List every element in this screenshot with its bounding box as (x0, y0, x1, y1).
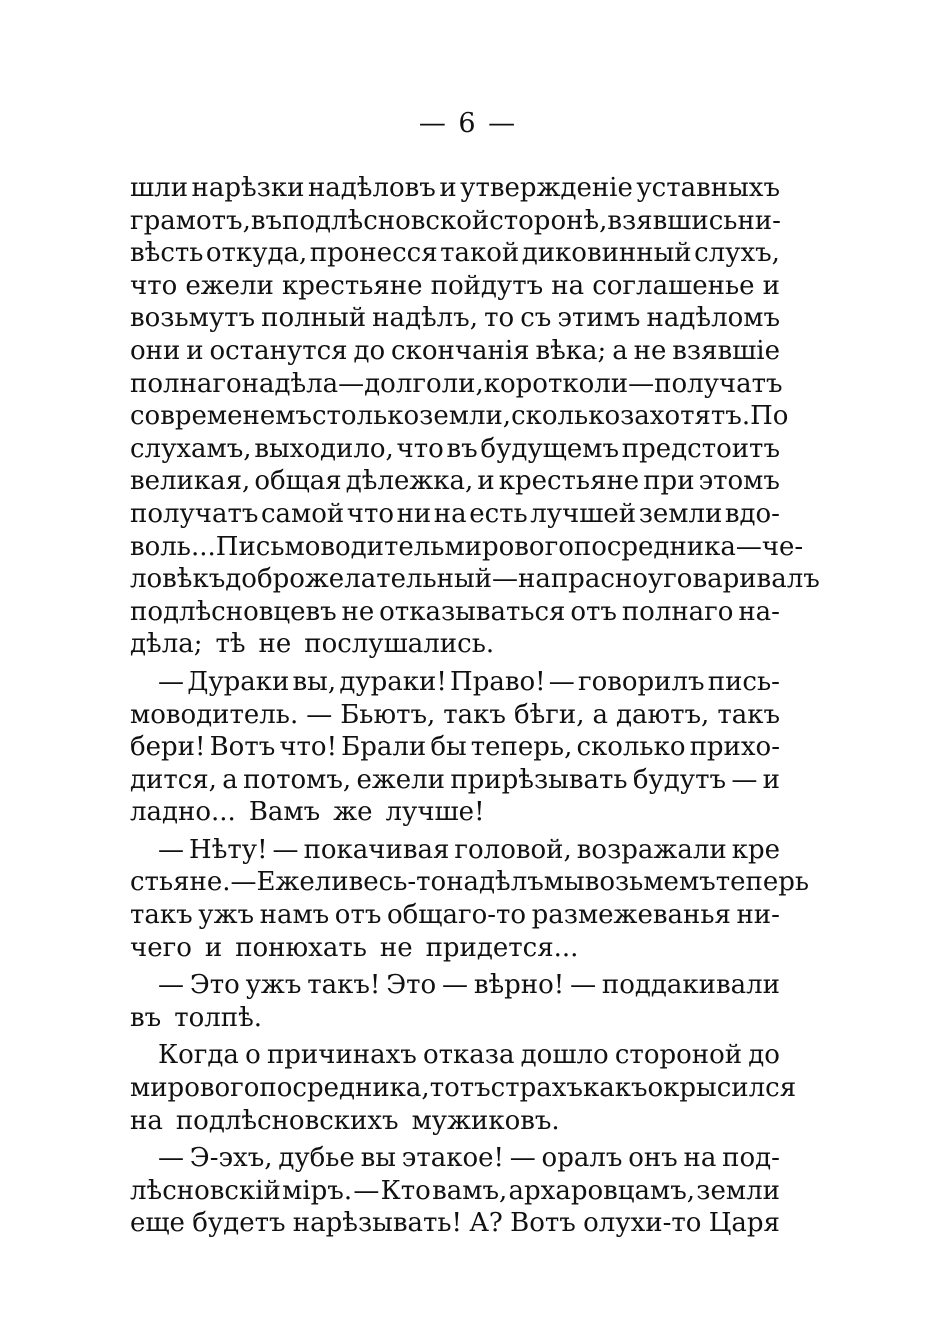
word: дошло (520, 1040, 609, 1071)
word: сторонѣ, (489, 205, 608, 236)
word: дѣлежка, (345, 466, 474, 497)
word: Царя (708, 1208, 780, 1239)
word: дубье (278, 1143, 355, 1174)
word: моводитель. (130, 699, 299, 730)
word: теперь, (470, 732, 573, 763)
word: возьмемъ (584, 867, 716, 898)
word: диковинный (521, 238, 692, 269)
word: прирѣзывать (450, 764, 628, 795)
paragraph (130, 172, 820, 661)
word: мужиковъ. (411, 1105, 560, 1136)
word: Дураки (187, 666, 290, 697)
word: стороной (614, 1040, 743, 1071)
word: слухъ, (694, 238, 780, 269)
word: пойдутъ (430, 270, 544, 301)
word: страхъ (490, 1073, 583, 1104)
word: ежели (356, 764, 446, 795)
text-line (130, 172, 780, 205)
text-line (130, 335, 780, 368)
word: и (762, 764, 780, 795)
word: — (492, 564, 519, 595)
word: они (130, 335, 181, 366)
word: понюхать (235, 932, 367, 963)
word: — (158, 834, 184, 865)
text-line (130, 400, 789, 433)
word: — (338, 368, 365, 399)
paragraph (130, 666, 780, 829)
word: въ (130, 1002, 162, 1033)
word: воль... (130, 531, 216, 562)
word: дураки! (339, 666, 447, 697)
word: оралъ (541, 1143, 623, 1174)
text-line (130, 699, 780, 732)
word: что! (279, 732, 338, 763)
word: будутъ (632, 764, 727, 795)
word: напрасно (518, 564, 648, 595)
word: Это (386, 970, 437, 1001)
word: то (484, 303, 515, 334)
word: предстоитъ (621, 433, 780, 464)
word: ни- (736, 900, 780, 931)
paragraph (130, 1142, 780, 1240)
word: Право! (450, 666, 546, 697)
word: ли, (441, 368, 484, 399)
word: а (222, 764, 238, 795)
word: откуда, (205, 238, 308, 269)
text-line (130, 764, 780, 797)
text-line (130, 1002, 780, 1035)
word: намъ (259, 900, 330, 931)
text-line (130, 465, 780, 498)
word: — (570, 970, 597, 1001)
word: — (272, 834, 299, 865)
word: захотятъ. (620, 401, 751, 432)
word: слухамъ, (130, 433, 252, 464)
word: че- (761, 531, 804, 562)
body-text (130, 172, 820, 1240)
word: надѣлъ (446, 867, 544, 898)
text-line (130, 563, 820, 596)
text-line (130, 1207, 780, 1240)
word: головой, (454, 834, 572, 865)
word: земли (638, 498, 723, 529)
word: такъ (717, 699, 780, 730)
word: окрысился (647, 1073, 797, 1104)
word: что (396, 433, 444, 464)
word: даютъ, (615, 699, 710, 730)
word: отъ (334, 900, 382, 931)
word: По (750, 401, 789, 432)
word: ни (396, 498, 432, 529)
word: общая (254, 466, 342, 497)
word: мирового (130, 1073, 260, 1104)
word: а (592, 699, 608, 730)
word: поддакивали (601, 970, 780, 1001)
word: не (258, 629, 292, 660)
word: толпѣ. (174, 1002, 263, 1033)
word: надѣлъ, (372, 303, 478, 334)
word: скончанія (391, 335, 530, 366)
word: что (346, 498, 395, 529)
text-line (130, 1105, 780, 1138)
word: такъ! (307, 970, 381, 1001)
word: — (735, 531, 762, 562)
text-line (130, 368, 783, 401)
word: а (612, 335, 628, 366)
word: под- (722, 1143, 780, 1174)
word: надѣла (241, 368, 339, 399)
word: прихо- (689, 732, 780, 763)
word: Вамъ (248, 797, 321, 828)
word: самой (260, 498, 345, 529)
word: подлѣсновскихъ (175, 1105, 399, 1136)
word: на (130, 1105, 163, 1136)
word: этомъ (698, 466, 780, 497)
word: Бьютъ, (340, 699, 436, 730)
word: теперь (715, 867, 810, 898)
word: этимъ (557, 303, 641, 334)
word: же (333, 797, 373, 828)
word: — (731, 764, 758, 795)
text-line (130, 237, 780, 270)
word: отказываться (379, 596, 566, 627)
word: бы (430, 732, 467, 763)
word: ли (594, 368, 629, 399)
word: говорилъ (577, 666, 705, 697)
word: и (477, 466, 495, 497)
text-line (130, 302, 780, 335)
word: — (441, 970, 468, 1001)
word: — (353, 1175, 380, 1206)
word: ужъ (245, 970, 302, 1001)
word: лучшей (530, 498, 637, 529)
word: пронесся (309, 238, 438, 269)
word: до (353, 335, 386, 366)
word: получатъ (654, 368, 783, 399)
word: есть (469, 498, 528, 529)
word: отъ (570, 596, 617, 627)
word: міръ. (282, 1175, 353, 1206)
word: сколько (511, 401, 621, 432)
page-number: — 6 — (418, 108, 518, 139)
word: полный (261, 303, 367, 334)
text-line (130, 932, 780, 965)
text-line (130, 834, 780, 867)
text-line (130, 270, 780, 303)
word: на- (738, 596, 780, 627)
word: ладно... (130, 797, 236, 828)
word: мирового (444, 531, 574, 562)
word: размежеванья (531, 900, 731, 931)
word: полнаго (621, 596, 734, 627)
word: — (306, 699, 333, 730)
word: въ (250, 205, 283, 236)
word: взявшіе (672, 335, 780, 366)
word: весь-то (348, 867, 447, 898)
word: лѣсновскій (130, 1175, 281, 1206)
word: — (158, 666, 184, 697)
word: — (628, 368, 655, 399)
text-line (130, 498, 780, 531)
word: ужъ (198, 900, 255, 931)
paragraph (130, 834, 810, 964)
word: на (433, 498, 467, 529)
word: возражали (576, 834, 727, 865)
word: ежели (185, 270, 274, 301)
word: надѣловъ (307, 173, 436, 203)
word: и (186, 335, 204, 366)
word: доброжелательный (225, 564, 493, 595)
text-line (130, 1175, 780, 1208)
word: получатъ (130, 498, 259, 529)
word: о (245, 1040, 261, 1071)
word: Это (189, 970, 240, 1001)
word: коротко (483, 368, 595, 399)
word: великая, (130, 466, 251, 497)
text-line (130, 969, 780, 1002)
word: выходило, (254, 433, 394, 464)
word: — (509, 1143, 536, 1174)
word: подлѣсновцевъ (130, 596, 337, 627)
word: А? (469, 1208, 503, 1239)
word: взявшись (607, 205, 738, 236)
word: потомъ, (243, 764, 352, 795)
word: Брали (341, 732, 427, 763)
word: — (158, 970, 184, 1001)
text-line (130, 1142, 780, 1175)
word: въ (446, 433, 478, 464)
word: такой (440, 238, 520, 269)
word: столько (311, 401, 420, 432)
word: тѣ (215, 629, 246, 660)
word: стьяне.—Ежели (130, 867, 349, 898)
text-line (130, 731, 780, 764)
word: шли (130, 173, 189, 203)
text-line (130, 899, 780, 932)
word: вѣрно! (473, 970, 565, 1001)
word: соглашенье (592, 270, 755, 301)
word: бѣги, (513, 699, 585, 730)
word: земли (696, 1175, 780, 1206)
word: Когда (158, 1040, 239, 1071)
word: ни- (737, 205, 781, 236)
paragraph (130, 969, 780, 1034)
word: тотъ (429, 1073, 491, 1104)
word: до (748, 1040, 780, 1071)
word: при (643, 466, 695, 497)
word: пись- (707, 666, 780, 697)
word: полнаго (130, 368, 242, 399)
word: крестьяне (282, 270, 423, 301)
word: ловѣкъ (130, 564, 226, 595)
word: вдо- (724, 498, 780, 529)
word: мы (543, 867, 585, 898)
word: со (130, 401, 161, 432)
word: на (551, 270, 585, 301)
word: Письмоводитель (215, 531, 445, 562)
word: возьмутъ (130, 303, 256, 334)
word: на (683, 1143, 717, 1174)
word: посредника, (259, 1073, 430, 1104)
word: вы (360, 1143, 396, 1174)
word: дится, (130, 764, 217, 795)
word: покачивая (303, 834, 450, 865)
word: съ (520, 303, 552, 334)
word: дѣла; (130, 629, 203, 660)
word: подлѣсновской (282, 205, 490, 236)
word: сколько (576, 732, 686, 763)
word: еще (130, 1208, 185, 1239)
word: этакое! (401, 1143, 504, 1174)
word: вамъ, (432, 1175, 508, 1206)
word: нарѣзывать! (292, 1208, 462, 1239)
word: Кто (380, 1175, 431, 1206)
word: придется... (425, 932, 579, 963)
word: кре (731, 834, 780, 865)
word: что (130, 270, 178, 301)
word: вѣсть (130, 238, 204, 269)
word: временемъ (160, 401, 312, 432)
word: утвержденіе (460, 173, 633, 203)
word: отказа (423, 1040, 515, 1071)
word: земли, (419, 401, 512, 432)
word: не (633, 335, 667, 366)
text-line (130, 796, 780, 829)
word: будущемъ (480, 433, 620, 464)
word: долго (364, 368, 442, 399)
word: и (204, 932, 223, 963)
word: такъ (130, 900, 193, 931)
word: посредника (573, 531, 736, 562)
word: общаго-то (386, 900, 527, 931)
word: онъ (628, 1143, 678, 1174)
word: уговаривалъ (647, 564, 820, 595)
word: причинахъ (266, 1040, 417, 1071)
word: вы, (292, 666, 337, 697)
word: — (548, 666, 575, 697)
word: какъ (582, 1073, 648, 1104)
paragraph (130, 1039, 797, 1137)
word: архаровцамъ, (508, 1175, 696, 1206)
word: Нѣту! (189, 834, 268, 865)
word: Вотъ (510, 1208, 576, 1239)
word: и (439, 173, 457, 203)
text-line (130, 666, 780, 699)
text-line (130, 1039, 780, 1072)
word: не (379, 932, 413, 963)
word: бери! (130, 732, 206, 763)
word: послушались. (304, 629, 495, 660)
text-line (130, 628, 780, 661)
word: такъ (443, 699, 506, 730)
word: чего (130, 932, 192, 963)
text-line (130, 205, 780, 238)
word: вѣка; (535, 335, 607, 366)
text-line (130, 1072, 797, 1105)
word: крестьяне (498, 466, 640, 497)
word: лучше! (385, 797, 485, 828)
text-line (130, 433, 780, 466)
word: нарѣзки (191, 173, 305, 203)
word: — (158, 1143, 184, 1174)
text-line (130, 866, 810, 899)
word: останутся (209, 335, 348, 366)
word: уставныхъ (636, 173, 780, 203)
text-line (130, 596, 780, 629)
text-line (130, 531, 804, 564)
word: надѣломъ (646, 303, 780, 334)
word: Э-эхъ, (189, 1143, 273, 1174)
word: олухи-то (583, 1208, 702, 1239)
word: грамотъ, (130, 205, 251, 236)
word: не (341, 596, 375, 627)
word: и (762, 270, 780, 301)
word: будетъ (192, 1208, 286, 1239)
word: Вотъ (209, 732, 276, 763)
